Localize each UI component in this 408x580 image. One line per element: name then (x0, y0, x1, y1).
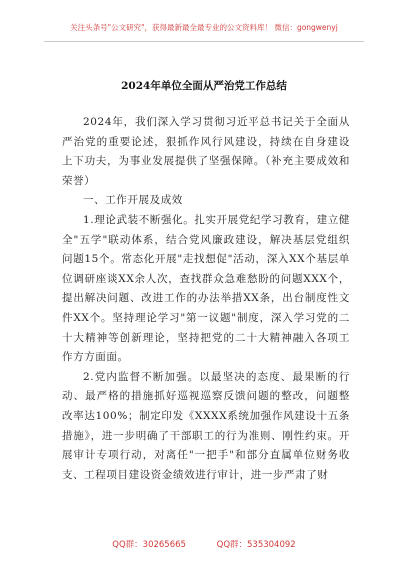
header-divider (44, 41, 364, 42)
footer-qq-group-1: QQ群：30265665 (112, 540, 186, 550)
paragraph-supervision: 2.党内监督不断加强。以最坚决的态度、最果断的行动、最严格的措施抓好巡视巡察反馈问题的整改，问题整改率达100%；制定印发《XXXX系统加强作风建设十五条措施》，进一步明确了干部职工的行为准则、刚性约束。开展审计专项行动，对离任"一把手"和部分直属单位财务收支、工程项目建设资金绩效进行审计，进一步严肃了财 (62, 370, 350, 481)
footer-contact (0, 538, 408, 550)
header-banner: 关注头条号"公文研究"，获得最新最全最专业的公文资料库！ 微信：gongwenyj (70, 23, 338, 32)
document-title: 2024年单位全面从严治党工作总结 (121, 80, 287, 92)
section-heading-1: 一、工作开展及成效 (83, 194, 183, 207)
footer-qq-group-2: QQ群：535304092 (216, 540, 296, 550)
document-body (62, 113, 350, 485)
paragraph-intro: 2024年，我们深入学习贯彻习近平总书记关于全面从严治党的重要论述，狠抓作风行风建设，持续在自身建设上下功夫，为事业发展提供了坚强保障。（补充主要成效和荣誉） (62, 116, 350, 187)
paragraph-theory: 1.理论武装不断强化。扎实开展党纪学习教育，建立健全"五学"联动体系，结合党风廉政建设，解决基层党组织问题15个。常态化开展"走找想促"活动，深入XX个基层单位调研座谈XX余人次，查找群众急难愁盼的问题XXX个，提出解决问题、改进工作的办法举措XX条，出台制度性文件XX个。坚持理论学习"第一议题"制度，深入学习党的二十大精神等创新理论，坚持把党的二十大精神融入各项工作方方面面。 (62, 213, 350, 364)
